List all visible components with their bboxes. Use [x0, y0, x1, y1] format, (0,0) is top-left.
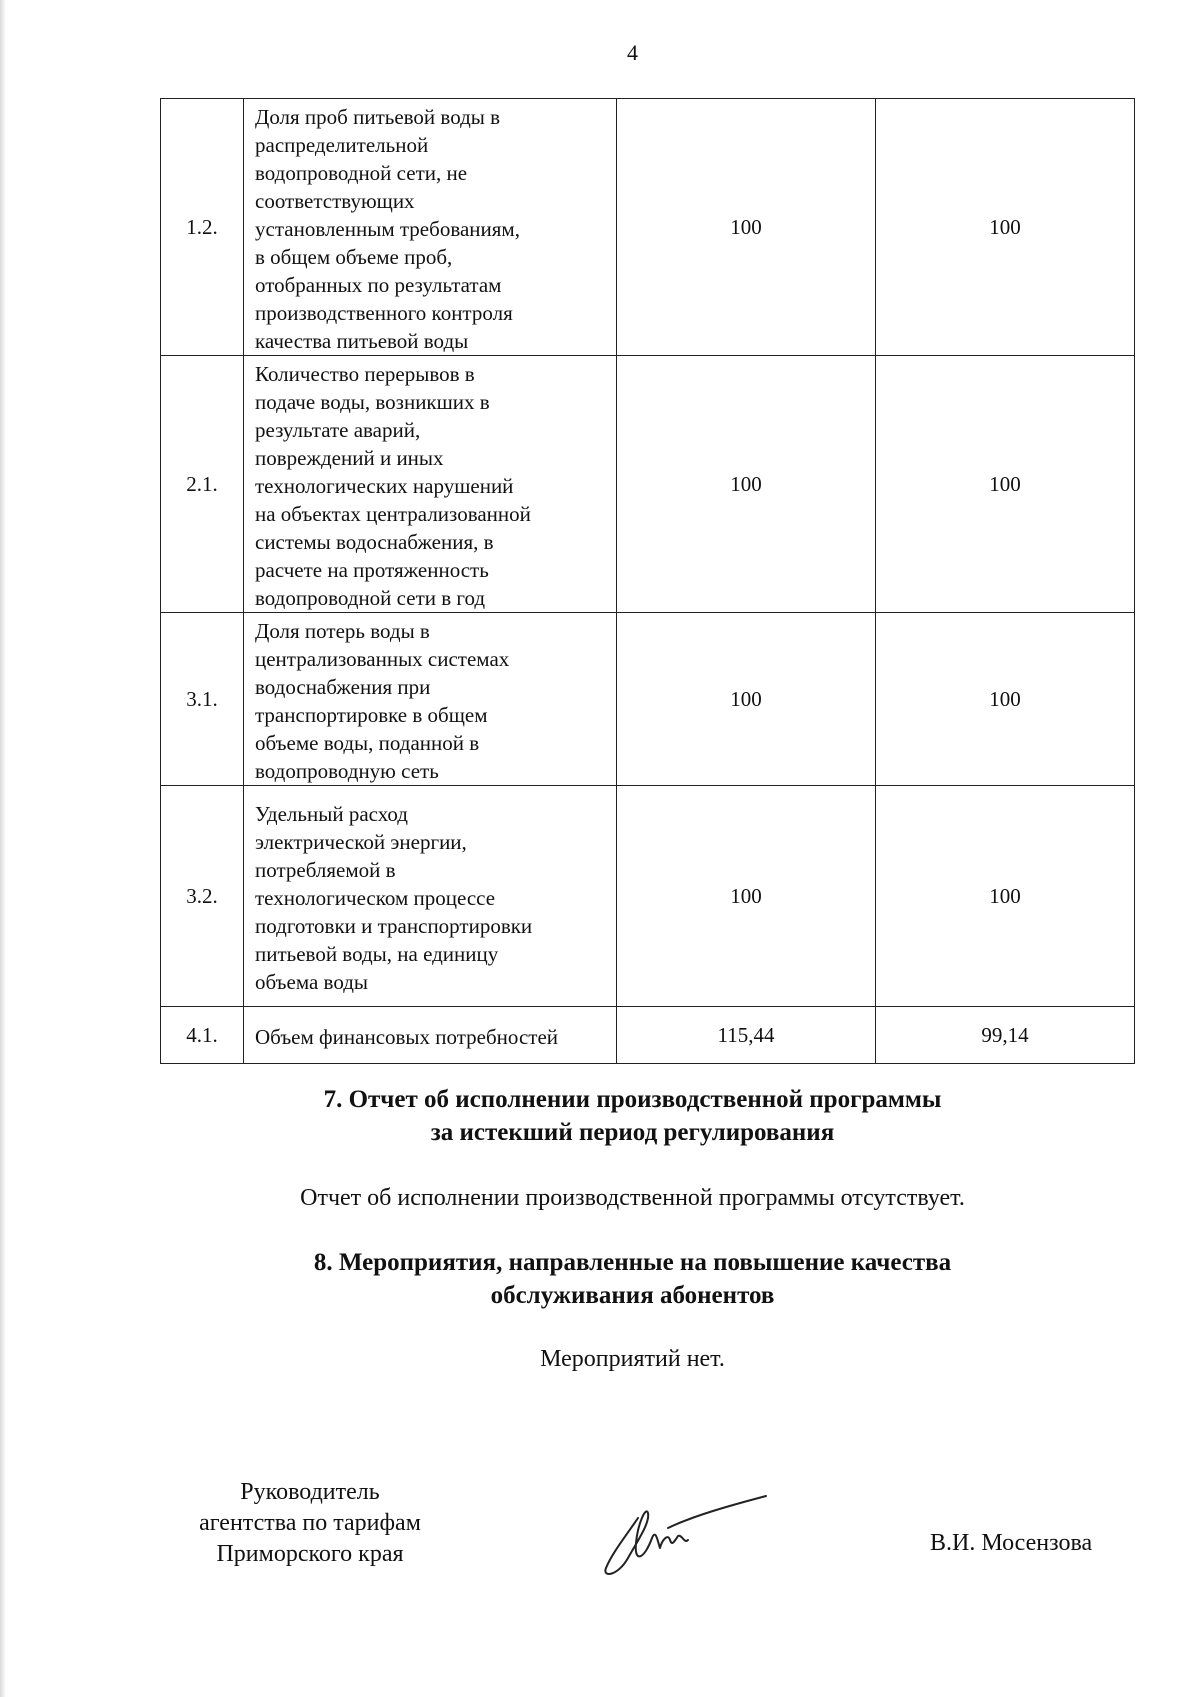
section-8-heading: 8. Мероприятия, направленные на повышение качества обслуживания абонентов	[313, 1249, 952, 1309]
row-number: 2.1.	[161, 356, 244, 613]
signer-name: В.И. Мосензова	[930, 1530, 1093, 1556]
table-row	[161, 786, 1135, 1007]
indicator-value-2: 100	[876, 613, 1135, 786]
indicator-value-1: 100	[617, 613, 876, 786]
table-row	[161, 613, 1135, 786]
indicator-value-1: 100	[617, 356, 876, 613]
indicator-name: Доля потерь воды в централизованных системах водоснабжения при транспортировке в общем объеме воды, поданной в водопроводную сеть	[244, 613, 617, 786]
indicator-value-1: 115,44	[617, 1007, 876, 1064]
table-row	[161, 356, 1135, 613]
page-number: 4	[627, 40, 638, 65]
section-8-text: Мероприятий нет.	[540, 1346, 725, 1372]
indicator-value-2: 100	[876, 99, 1135, 356]
indicators-table	[160, 98, 1135, 1064]
section-7-text: Отчет об исполнении производственной программы отсутствует.	[300, 1185, 965, 1211]
indicator-name: Удельный расход электрической энергии, потребляемой в технологическом процессе подготовки и транспортировки питьевой воды, на единицу объема воды	[244, 786, 617, 1007]
indicator-name: Количество перерывов в подаче воды, возникших в результате аварий, повреждений и иных технологических нарушений на объектах централизованной системы водоснабжения, в расчете на протяженность водопроводной сети в год	[244, 356, 617, 613]
scan-edge	[0, 0, 6, 1697]
signer-title: Руководитель агентства по тарифам Приморского края	[199, 1479, 421, 1567]
indicator-value-2: 100	[876, 356, 1135, 613]
row-number: 1.2.	[161, 99, 244, 356]
indicator-value-2: 99,14	[876, 1007, 1135, 1064]
signature	[598, 1488, 768, 1588]
row-number: 4.1.	[161, 1007, 244, 1064]
section-7-heading: 7. Отчет об исполнении производственной программы за истекший период регулирования	[323, 1086, 942, 1146]
indicator-name: Доля проб питьевой воды в распределительной водопроводной сети, не соответствующих установленным требованиям, в общем объеме проб, отобранных по результатам производственного контроля качества питьевой воды	[244, 99, 617, 356]
indicator-value-1: 100	[617, 99, 876, 356]
table-row	[161, 1007, 1135, 1064]
indicator-name: Объем финансовых потребностей	[244, 1007, 617, 1064]
indicator-value-2: 100	[876, 786, 1135, 1007]
indicator-value-1: 100	[617, 786, 876, 1007]
row-number: 3.2.	[161, 786, 244, 1007]
table-row	[161, 99, 1135, 356]
row-number: 3.1.	[161, 613, 244, 786]
